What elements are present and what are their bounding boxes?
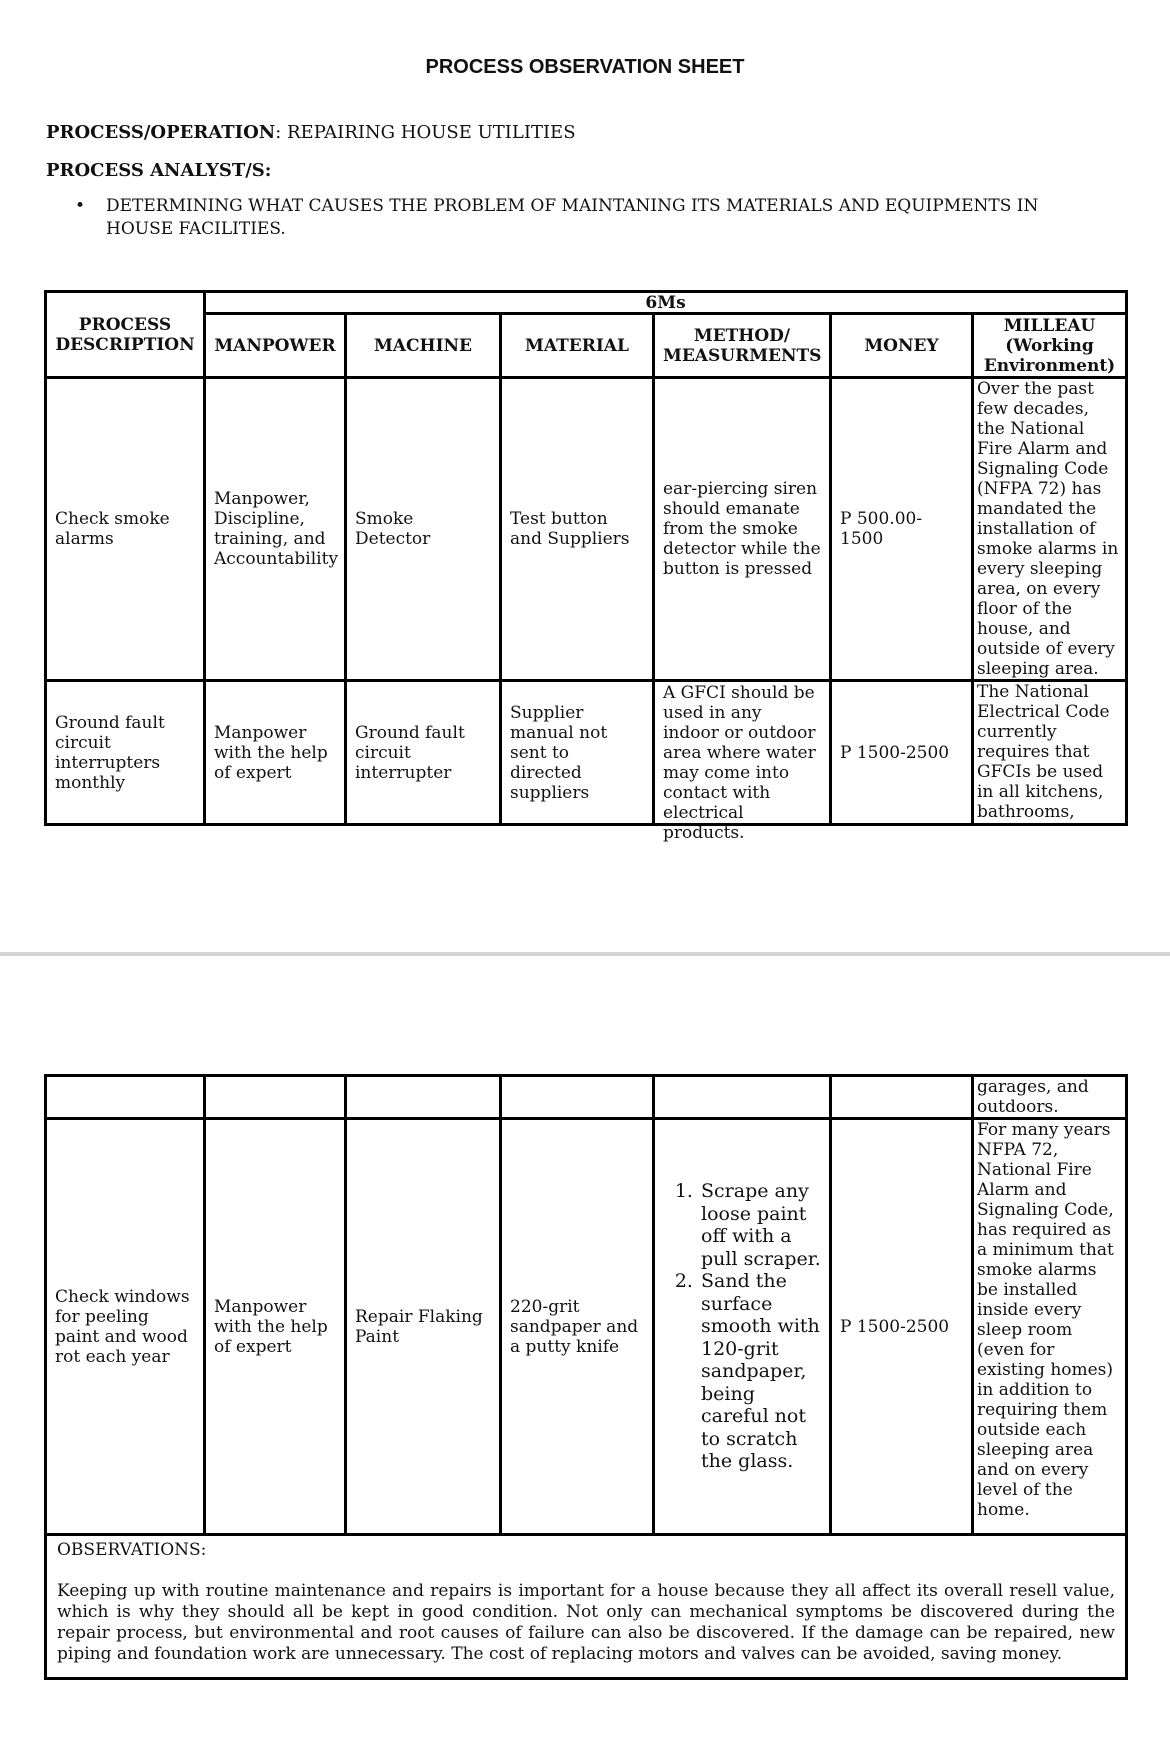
cell-machine: Repair Flaking Paint <box>346 1119 501 1535</box>
cell-money: P 1500-2500 <box>831 1119 973 1535</box>
cell-manpower: Manpower with the help of expert <box>205 681 346 825</box>
cell-process: Check windows for peeling paint and wood rot each year <box>46 1119 205 1535</box>
observation-table-page-1 <box>44 290 1128 843</box>
cell-process-empty <box>46 1076 205 1119</box>
method-step: 1. Scrape any loose paint off with a pull scraper. <box>699 1180 825 1270</box>
cell-milieu: For many years NFPA 72, National Fire Alarm and Signaling Code, has required as a minimum that smoke alarms be installed inside every sleep room (even for existing homes) in addition to requiring them outside each sleeping area and on every level of the home. <box>973 1119 1127 1535</box>
header-method: METHOD/ MEASURMENTS <box>654 314 831 378</box>
cell-method <box>654 1119 831 1535</box>
cell-manpower-empty <box>205 1076 346 1119</box>
cell-method-empty <box>654 1076 831 1119</box>
cell-money: P 500.00-1500 <box>831 378 973 681</box>
cell-material: 220-grit sandpaper and a putty knife <box>501 1119 654 1535</box>
process-operation-label: PROCESS/OPERATION <box>46 122 276 143</box>
process-operation-line <box>46 122 576 143</box>
header-money: MONEY <box>831 314 973 378</box>
cell-method-text: A GFCI should be used in any indoor or outdoor area where water may come into contact with electrical products. <box>663 683 816 843</box>
method-steps-list <box>659 1180 825 1473</box>
cell-machine-empty <box>346 1076 501 1119</box>
header-machine: MACHINE <box>346 314 501 378</box>
cell-process: Check smoke alarms <box>46 378 205 681</box>
cell-money: P 1500-2500 <box>831 681 973 825</box>
process-analyst-label: PROCESS ANALYST/S: <box>46 160 272 181</box>
bullet-icon: • <box>75 196 86 216</box>
header-manpower: MANPOWER <box>205 314 346 378</box>
cell-milieu: Over the past few decades, the National Fire Alarm and Signaling Code (NFPA 72) has mandated the installation of smoke alarms in every sleeping area, on every floor of the house, and outside of every sleeping area. <box>973 378 1127 681</box>
process-analyst-line <box>46 160 271 181</box>
analyst-bullet-text: DETERMINING WHAT CAUSES THE PROBLEM OF MAINTANING ITS MATERIALS AND EQUIPMENTS IN HOUSE FACILITIES. <box>106 196 1039 239</box>
cell-milieu-text: The National Electrical Code currently requires that GFCIs be used in all kitchens, bathrooms, <box>977 682 1110 822</box>
header-process-description: PROCESS DESCRIPTION <box>46 292 205 378</box>
table-row <box>46 681 1127 825</box>
cell-process: Ground fault circuit interrupters monthly <box>46 681 205 825</box>
observations-label: OBSERVATIONS: <box>57 1540 207 1560</box>
table-row <box>46 1119 1127 1535</box>
document-title: PROCESS OBSERVATION SHEET <box>425 56 745 78</box>
process-operation-value: : REPAIRING HOUSE UTILITIES <box>275 122 576 143</box>
cell-manpower: Manpower, Discipline, training, and Accountability <box>205 378 346 681</box>
cell-manpower: Manpower with the help of expert <box>205 1119 346 1535</box>
cell-material: Supplier manual not sent to directed suppliers <box>501 681 654 825</box>
observations-text: Keeping up with routine maintenance and repairs is important for a house because they all affect its overall resell value, which is why they should all be kept in good condition. Not only can mechanical symptoms be discovered during the repair process, but environmental and root causes of failure can also be discovered. If the damage can be repaired, new piping and foundation work are unnecessary. The cost of replacing motors and valves can be avoided, saving money. <box>57 1581 1115 1664</box>
cell-milieu: garages, and outdoors. <box>973 1076 1127 1119</box>
cell-method <box>654 681 831 843</box>
cell-machine: Ground fault circuit interrupter <box>346 681 501 825</box>
header-milieu: MILLEAU (Working Environment) <box>973 314 1127 378</box>
method-step: 2. Sand the surface smooth with 120-grit sandpaper, being careful not to scratch the glass. <box>699 1270 825 1473</box>
header-6ms: 6Ms <box>205 292 1127 314</box>
observations-cell <box>46 1535 1127 1679</box>
cell-material: Test button and Suppliers <box>501 378 654 681</box>
cell-machine: Smoke Detector <box>346 378 501 681</box>
observation-table-page-2 <box>44 1074 1128 1680</box>
table-row <box>46 378 1127 681</box>
observations-row <box>46 1535 1127 1679</box>
cell-milieu <box>973 681 1127 825</box>
cell-method: ear-piercing siren should emanate from the smoke detector while the button is pressed <box>654 378 831 681</box>
header-material: MATERIAL <box>501 314 654 378</box>
cell-material-empty <box>501 1076 654 1119</box>
cell-money-empty <box>831 1076 973 1119</box>
table-row <box>46 1076 1127 1119</box>
